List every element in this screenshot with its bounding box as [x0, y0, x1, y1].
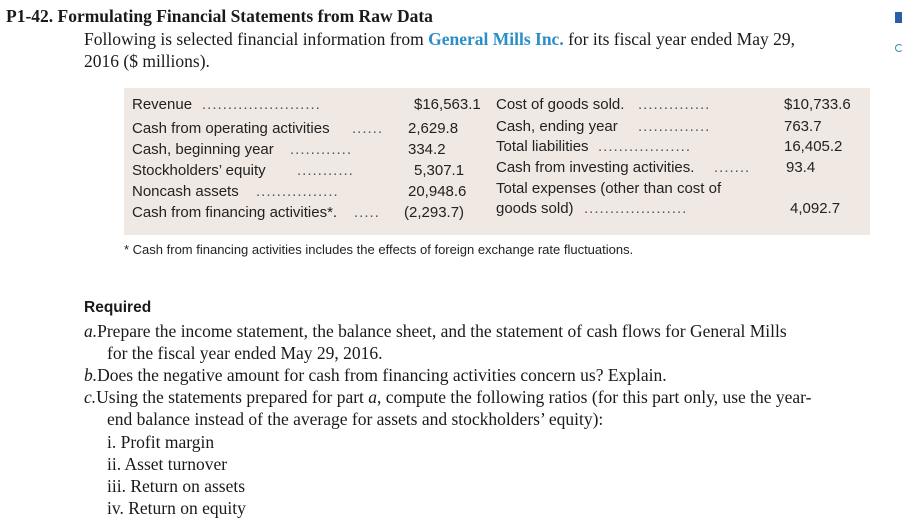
data-label: Total expenses (other than cost of — [496, 180, 722, 197]
question-text: Prepare the income statement, the balance sheet, and the statement of cash flows for General Mills — [97, 321, 787, 341]
required-heading: Required — [84, 299, 152, 316]
data-value: 4,092.7 — [790, 200, 841, 217]
financial-data-box — [124, 88, 870, 235]
data-row: Cash, ending year .............. 763.7 — [496, 118, 822, 135]
data-label: Cost of goods sold. — [496, 96, 625, 113]
data-row: Noncash assets ................ 20,948.6 — [132, 183, 467, 200]
ratio-item: iv. Return on equity — [107, 498, 246, 518]
question-letter: a. — [84, 321, 98, 341]
data-label: Noncash assets — [132, 183, 239, 200]
company-name: General Mills Inc. — [428, 29, 564, 49]
data-value: 20,948.6 — [408, 183, 467, 200]
data-value: $16,563.1 — [414, 96, 481, 113]
question-text-cont: , compute the following ratios (for this part only, use the year- — [377, 387, 812, 407]
edge-fragment-2 — [895, 44, 902, 52]
part-ref: a — [368, 387, 378, 407]
question-c-line2: end balance instead of the average for assets and stockholders’ equity): — [107, 409, 604, 429]
data-label: goods sold) — [496, 200, 574, 217]
data-row: Stockholders’ equity ........... 5,307.1 — [132, 162, 465, 179]
data-label: Total liabilities — [496, 138, 589, 155]
data-value: 93.4 — [786, 159, 816, 176]
data-label: Revenue — [132, 96, 193, 113]
data-row: goods sold) .................... 4,092.7 — [496, 200, 841, 217]
question-a — [84, 320, 787, 342]
data-value: 334.2 — [408, 141, 446, 158]
problem-title: P1-42. Formulating Financial Statements from Raw Data — [6, 6, 433, 26]
question-text: Using the statements prepared for part — [96, 387, 369, 407]
data-label: Cash, beginning year — [132, 141, 274, 158]
data-label: Cash, ending year — [496, 118, 618, 135]
data-label: Cash from operating activities — [132, 120, 330, 137]
question-text: Does the negative amount for cash from financing activities concern us? Explain. — [97, 365, 667, 385]
ratio-item: i. Profit margin — [107, 432, 215, 452]
footnote: * Cash from financing activities includes the effects of foreign exchange rate fluctuations. — [124, 242, 634, 257]
question-letter: c. — [84, 387, 97, 407]
data-value: 5,307.1 — [414, 162, 465, 179]
data-row: Cash from operating activities ...... 2,629.8 — [132, 120, 459, 137]
edge-fragment — [895, 12, 902, 23]
data-label: Stockholders’ equity — [132, 162, 266, 179]
intro-suffix: for its fiscal year ended May 29, — [568, 29, 796, 49]
question-letter: b. — [84, 365, 98, 385]
data-value: 16,405.2 — [784, 138, 843, 155]
question-b — [84, 364, 667, 386]
data-value: 2,629.8 — [408, 120, 459, 137]
data-label: Cash from investing activities. — [496, 159, 695, 176]
problem-intro — [84, 28, 884, 72]
data-row: Cash, beginning year ............ 334.2 — [132, 141, 446, 158]
data-row: Cash from investing activities. ....... 93.4 — [496, 159, 816, 176]
data-row: Cash from financing activities*. ..... (2,293.7) — [132, 204, 465, 221]
data-value: 763.7 — [784, 118, 822, 135]
question-c — [84, 386, 812, 408]
data-value: $10,733.6 — [784, 96, 851, 113]
question-a-line2: for the fiscal year ended May 29, 2016. — [107, 343, 383, 363]
data-row: Revenue ....................... $16,563.1 — [132, 96, 481, 113]
intro-prefix: Following is selected financial information from — [84, 29, 424, 49]
data-value: (2,293.7) — [404, 204, 465, 221]
data-row: Cost of goods sold. .............. $10,733.6 — [496, 96, 851, 113]
data-row — [496, 178, 866, 199]
data-row: Total liabilities .................. 16,405.2 — [496, 138, 843, 155]
intro-line2: 2016 ($ millions). — [84, 51, 210, 71]
data-label: Cash from financing activities*. — [132, 204, 338, 221]
ratio-item: iii. Return on assets — [107, 476, 246, 496]
ratio-item: ii. Asset turnover — [107, 454, 228, 474]
